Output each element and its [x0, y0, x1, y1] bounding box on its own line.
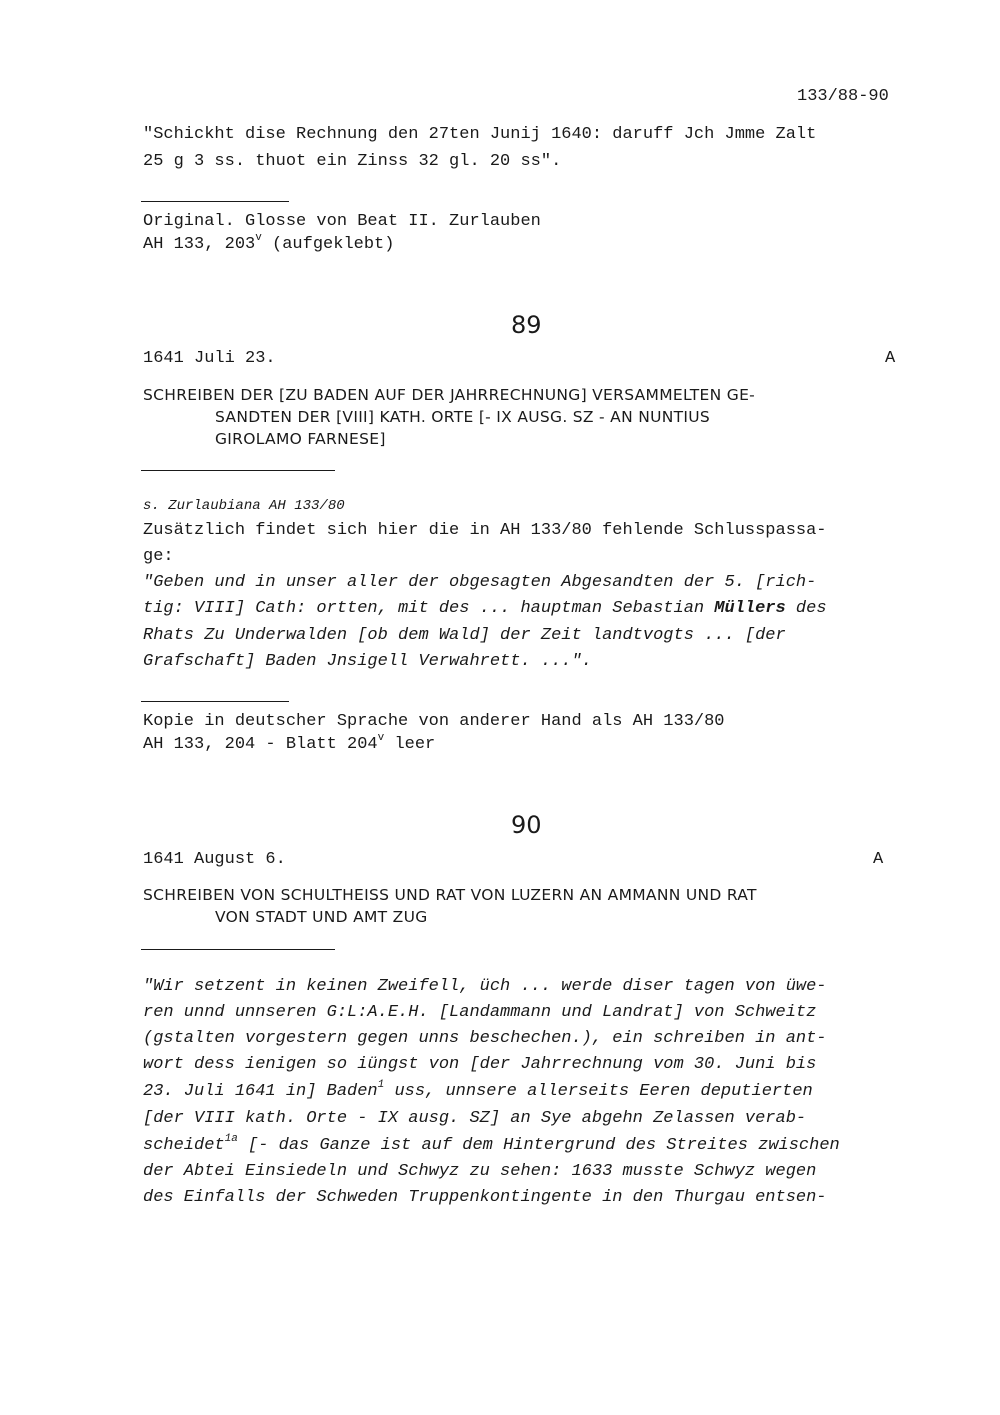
document-date: 1641 August 6.	[143, 850, 286, 869]
quote-line: scheidet$^{1a}$ [- das Ganze ist auf dem Hintergrund des Streites zwischen	[143, 1133, 840, 1155]
separator-rule	[141, 201, 289, 202]
footnote-marker: 1a	[224, 1133, 238, 1146]
bold-name: Müllers	[714, 599, 786, 618]
quote-line: [der VIII kath. Orte - IX ausg. SZ] an Sye abgehn Zelassen verab-	[143, 1109, 807, 1128]
quote-line: 23. Juli 1641 in] Baden$^1$ uss, unnsere allerseits Eeren deputierten	[143, 1079, 813, 1101]
reference-note: s. Zurlaubiana AH 133/80	[143, 498, 345, 514]
document-number: 90	[511, 811, 542, 839]
footnote-marker: 1	[377, 1079, 385, 1092]
body-text-line: ge:	[143, 547, 174, 566]
quote-line: (gstalten vorgestern gegen unns beschechen.), ein schreiben in ant-	[143, 1029, 827, 1048]
document-title-line: SCHREIBEN VON SCHULTHEISS UND RAT VON LUZERN AN AMMANN UND RAT	[143, 886, 757, 904]
intro-quote-line: 25 g 3 ss. thuot ein Zinss 32 gl. 20 ss".	[143, 152, 562, 171]
source-location: AH 133, 204 - Blatt 204$^v$ leer	[143, 732, 436, 754]
source-note: Kopie in deutscher Sprache von anderer Hand als AH 133/80	[143, 712, 725, 731]
document-title-line: VON STADT UND AMT ZUG	[215, 908, 428, 926]
document-mark: A	[873, 850, 884, 869]
quote-line: wort dess ienigen so iüngst von [der Jahrrechnung vom 30. Juni bis	[143, 1055, 817, 1074]
page-reference: 133/88-90	[797, 87, 889, 106]
quote-line: des Einfalls der Schweden Truppenkontingente in den Thurgau entsen-	[143, 1188, 827, 1207]
separator-rule	[141, 470, 335, 471]
quote-line: der Abtei Einsiedeln und Schwyz zu sehen: 1633 musste Schwyz wegen	[143, 1162, 817, 1181]
intro-source-note: Original. Glosse von Beat II. Zurlauben	[143, 212, 541, 231]
intro-source-location: AH 133, 203$^v$ (aufgeklebt)	[143, 232, 395, 254]
document-date: 1641 Juli 23.	[143, 349, 276, 368]
document-title-line: SCHREIBEN DER [ZU BADEN AUF DER JAHRRECHNUNG] VERSAMMELTEN GE-	[143, 386, 756, 404]
document-number: 89	[511, 311, 542, 339]
quote-line: Rhats Zu Underwalden [ob dem Wald] der Zeit landtvogts ... [der	[143, 626, 786, 645]
quote-line: ren unnd unnseren G:L:A.E.H. [Landammann und Landrat] von Schweitz	[143, 1003, 817, 1022]
body-text-line: Zusätzlich findet sich hier die in AH 133/80 fehlende Schlusspassa-	[143, 521, 827, 540]
quote-line: tig: VIII] Cath: ortten, mit des ... hauptman Sebastian Müllers des	[143, 599, 827, 618]
quote-line: Grafschaft] Baden Jnsigell Verwahrett. ...".	[143, 652, 592, 671]
document-mark: A	[885, 349, 896, 368]
quote-line: "Geben und in unser aller der obgesagten Abgesandten der 5. [rich-	[143, 573, 817, 592]
intro-quote-line: "Schickht dise Rechnung den 27ten Junij 1640: daruff Jch Jmme Zalt	[143, 125, 817, 144]
separator-rule	[141, 701, 289, 702]
quote-line: "Wir setzent in keinen Zweifell, üch ... werde diser tagen von üwe-	[143, 977, 827, 996]
document-title-line: SANDTEN DER [VIII] KATH. ORTE [- IX AUSG. SZ - AN NUNTIUS	[215, 408, 711, 426]
separator-rule	[141, 949, 335, 950]
document-title-line: GIROLAMO FARNESE]	[215, 430, 386, 448]
